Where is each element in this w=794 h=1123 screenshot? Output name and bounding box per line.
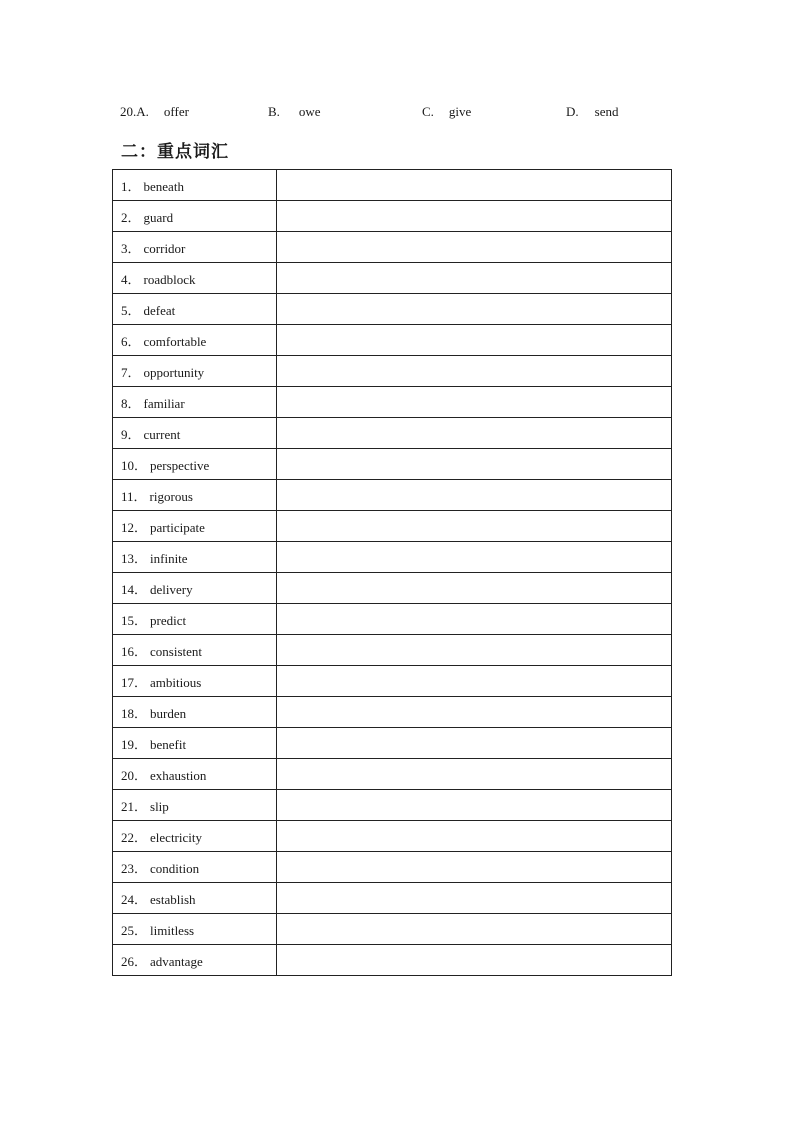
vocab-separator: ．: [134, 674, 148, 690]
vocab-separator: ．: [134, 550, 148, 566]
vocab-word-cell: [113, 170, 277, 201]
vocab-answer-cell[interactable]: [277, 542, 672, 573]
vocab-word-cell: [113, 883, 277, 914]
vocab-number: 1: [121, 178, 128, 194]
vocab-word-cell: [113, 759, 277, 790]
table-row: [113, 759, 672, 790]
vocab-answer-cell[interactable]: [277, 883, 672, 914]
table-row: [113, 387, 672, 418]
vocab-answer-cell[interactable]: [277, 852, 672, 883]
vocab-answer-cell[interactable]: [277, 511, 672, 542]
vocab-number: 17: [121, 674, 134, 690]
table-row: [113, 573, 672, 604]
vocab-number: 2: [121, 209, 128, 225]
vocab-separator: ．: [134, 953, 148, 969]
vocab-number: 3: [121, 240, 128, 256]
table-row: [113, 635, 672, 666]
vocab-word-cell: [113, 914, 277, 945]
vocab-number: 7: [121, 364, 128, 380]
vocab-number: 5: [121, 302, 128, 318]
vocab-number: 15: [121, 612, 134, 628]
vocab-number: 13: [121, 550, 134, 566]
table-row: [113, 604, 672, 635]
vocab-word-cell: [113, 387, 277, 418]
option-c-letter: C.: [422, 104, 434, 119]
vocab-word-cell: [113, 852, 277, 883]
table-row: [113, 170, 672, 201]
vocab-word: ambitious: [150, 674, 202, 690]
vocab-separator: ．: [127, 333, 141, 349]
vocab-word: defeat: [143, 302, 176, 318]
vocab-number: 19: [121, 736, 134, 752]
table-row: [113, 480, 672, 511]
vocab-word-cell: [113, 728, 277, 759]
vocab-word: condition: [150, 860, 200, 876]
vocab-separator: ．: [134, 519, 148, 535]
vocab-separator: ．: [134, 457, 148, 473]
vocab-number: 12: [121, 519, 134, 535]
vocab-answer-cell[interactable]: [277, 604, 672, 635]
vocab-number: 10: [121, 457, 134, 473]
vocab-answer-cell[interactable]: [277, 418, 672, 449]
vocab-word-cell: [113, 356, 277, 387]
vocab-number: 26: [121, 953, 134, 969]
option-a-label: A.: [136, 104, 149, 119]
table-row: [113, 542, 672, 573]
vocab-word: comfortable: [143, 333, 207, 349]
vocab-answer-cell[interactable]: [277, 821, 672, 852]
vocab-answer-cell[interactable]: [277, 170, 672, 201]
vocab-word: infinite: [150, 550, 188, 566]
vocab-word: rigorous: [149, 488, 193, 504]
vocab-word-cell: [113, 821, 277, 852]
vocab-word: perspective: [150, 457, 210, 473]
vocab-word: delivery: [150, 581, 193, 597]
table-row: [113, 325, 672, 356]
vocab-word-cell: [113, 945, 277, 976]
vocab-word: exhaustion: [150, 767, 207, 783]
vocab-word: current: [143, 426, 181, 442]
vocab-answer-cell[interactable]: [277, 790, 672, 821]
vocab-word: corridor: [143, 240, 186, 256]
vocab-word-cell: [113, 511, 277, 542]
option-c: [422, 104, 471, 120]
option-d-letter: D.: [566, 104, 579, 119]
vocab-word: participate: [150, 519, 205, 535]
table-row: [113, 294, 672, 325]
vocab-separator: ．: [134, 612, 148, 628]
vocab-answer-cell[interactable]: [277, 666, 672, 697]
vocab-table: [112, 169, 672, 976]
vocab-word-cell: [113, 542, 277, 573]
vocab-answer-cell[interactable]: [277, 325, 672, 356]
vocab-separator: ．: [127, 209, 141, 225]
vocab-number: 24: [121, 891, 134, 907]
vocab-word-cell: [113, 573, 277, 604]
vocab-separator: ．: [134, 705, 148, 721]
vocab-separator: ．: [134, 860, 148, 876]
section-heading: 二：重点词汇: [121, 142, 229, 162]
vocab-number: 4: [121, 271, 128, 287]
vocab-word-cell: [113, 294, 277, 325]
vocab-separator: ．: [127, 426, 141, 442]
vocab-separator: ．: [134, 767, 148, 783]
vocab-word: benefit: [150, 736, 187, 752]
vocab-number: 16: [121, 643, 134, 659]
vocab-separator: ．: [134, 643, 148, 659]
vocab-answer-cell[interactable]: [277, 201, 672, 232]
vocab-word-cell: [113, 604, 277, 635]
table-row: [113, 263, 672, 294]
vocab-word: guard: [143, 209, 174, 225]
vocab-answer-cell[interactable]: [277, 573, 672, 604]
vocab-word: burden: [150, 705, 187, 721]
option-b: [268, 104, 321, 120]
vocab-word: establish: [150, 891, 196, 907]
vocab-word: limitless: [150, 922, 195, 938]
vocab-answer-cell[interactable]: [277, 728, 672, 759]
table-row: [113, 852, 672, 883]
vocab-word-cell: [113, 666, 277, 697]
vocab-separator: ．: [127, 395, 141, 411]
table-row: [113, 914, 672, 945]
table-row: [113, 201, 672, 232]
vocab-answer-cell[interactable]: [277, 914, 672, 945]
vocab-separator: ．: [127, 240, 141, 256]
vocab-word: advantage: [150, 953, 203, 969]
vocab-separator: ．: [127, 302, 141, 318]
vocab-word: beneath: [143, 178, 184, 194]
option-a-text: offer: [163, 104, 189, 119]
vocab-answer-cell[interactable]: [277, 480, 672, 511]
vocab-answer-cell[interactable]: [277, 263, 672, 294]
vocab-number: 9: [121, 426, 128, 442]
vocab-word-cell: [113, 201, 277, 232]
vocab-word-cell: [113, 418, 277, 449]
vocab-answer-cell[interactable]: [277, 387, 672, 418]
vocab-separator: ．: [127, 178, 141, 194]
vocab-separator: ．: [134, 891, 148, 907]
vocab-word: familiar: [143, 395, 185, 411]
vocab-answer-cell[interactable]: [277, 759, 672, 790]
option-b-letter: B.: [268, 104, 280, 119]
vocab-word: roadblock: [143, 271, 196, 287]
table-row: [113, 356, 672, 387]
vocab-number: 22: [121, 829, 134, 845]
table-row: [113, 790, 672, 821]
table-row: [113, 945, 672, 976]
table-row: [113, 418, 672, 449]
vocab-number: 14: [121, 581, 134, 597]
vocab-number: 11: [121, 488, 134, 504]
table-row: [113, 666, 672, 697]
vocab-number: 23: [121, 860, 134, 876]
vocab-word-cell: [113, 232, 277, 263]
table-row: [113, 449, 672, 480]
option-d: [566, 104, 618, 120]
vocab-number: 25: [121, 922, 134, 938]
option-a: [120, 104, 189, 120]
vocab-answer-cell[interactable]: [277, 232, 672, 263]
vocab-word: slip: [150, 798, 169, 814]
vocab-word: electricity: [150, 829, 202, 845]
vocab-answer-cell[interactable]: [277, 945, 672, 976]
vocab-number: 6: [121, 333, 128, 349]
vocab-separator: ．: [134, 736, 148, 752]
vocab-separator: ．: [134, 798, 148, 814]
vocab-word-cell: [113, 697, 277, 728]
vocab-answer-cell[interactable]: [277, 294, 672, 325]
vocab-number: 21: [121, 798, 134, 814]
vocab-table-body: [113, 170, 672, 976]
table-row: [113, 728, 672, 759]
vocab-separator: ．: [133, 488, 147, 504]
vocab-word: predict: [150, 612, 187, 628]
vocab-answer-cell[interactable]: [277, 635, 672, 666]
question-20-options: [120, 104, 680, 122]
vocab-separator: ．: [134, 922, 148, 938]
question-number: 20.: [120, 104, 137, 119]
table-row: [113, 511, 672, 542]
table-row: [113, 883, 672, 914]
vocab-word: opportunity: [143, 364, 205, 380]
vocab-number: 18: [121, 705, 134, 721]
vocab-separator: ．: [127, 364, 141, 380]
option-d-text: send: [594, 104, 619, 119]
vocab-separator: ．: [134, 581, 148, 597]
option-c-text: give: [448, 104, 472, 119]
vocab-number: 8: [121, 395, 128, 411]
vocab-separator: ．: [134, 829, 148, 845]
table-row: [113, 232, 672, 263]
table-row: [113, 697, 672, 728]
vocab-word-cell: [113, 635, 277, 666]
vocab-word-cell: [113, 480, 277, 511]
vocab-answer-cell[interactable]: [277, 697, 672, 728]
table-row: [113, 821, 672, 852]
vocab-word: consistent: [150, 643, 203, 659]
vocab-word-cell: [113, 263, 277, 294]
vocab-number: 20: [121, 767, 134, 783]
option-a-letter: [120, 104, 149, 120]
vocab-word-cell: [113, 449, 277, 480]
vocab-answer-cell[interactable]: [277, 449, 672, 480]
option-b-text: owe: [298, 104, 321, 119]
vocab-answer-cell[interactable]: [277, 356, 672, 387]
vocab-separator: ．: [127, 271, 141, 287]
vocab-word-cell: [113, 790, 277, 821]
vocab-word-cell: [113, 325, 277, 356]
